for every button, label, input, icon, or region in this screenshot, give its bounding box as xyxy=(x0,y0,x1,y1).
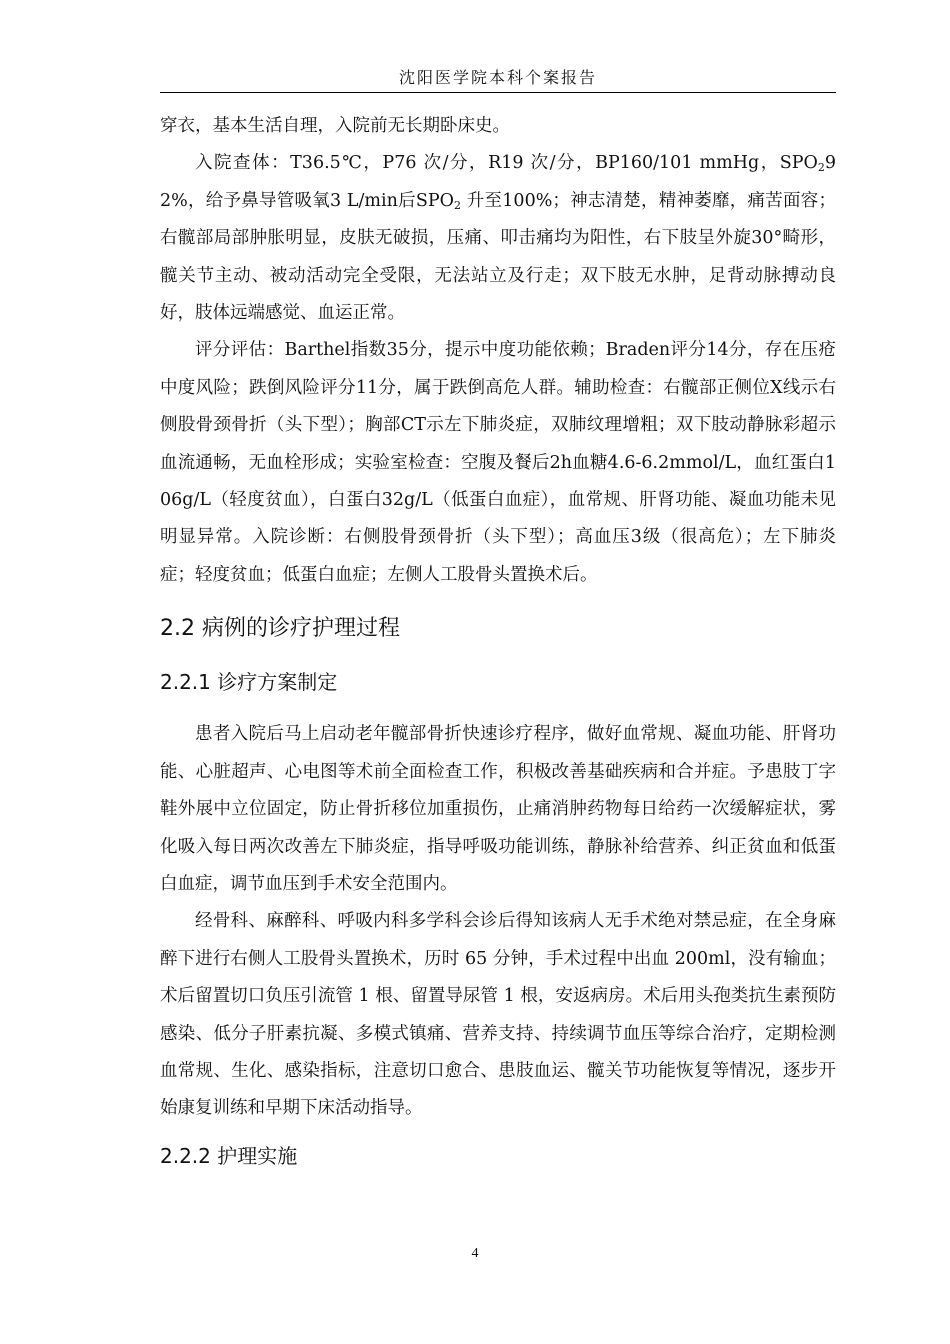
page-number: 4 xyxy=(471,1246,479,1261)
paragraph-1: 穿衣，基本生活自理，入院前无长期卧床史。 xyxy=(160,116,510,136)
document-body xyxy=(160,108,836,1190)
paragraph-assessment: 评分评估：Barthel指数35分，提示中度功能依赖；Braden评分14分，存在压疮中度风险；跌倒风险评分11分，属于跌倒高危人群。辅助检查：右髋部正侧位X线示右侧股骨颈骨折（头下型）；胸部CT示左下肺炎症，双肺纹理增粗；双下肢动静脉彩超示血流通畅，无血栓形成；实验室检查：空腹及餐后2h血糖4.6-6.2mmol/L，血红蛋白106g/L（轻度贫血），白蛋白32g/L（低蛋白血症），血常规、肝肾功能、凝血功能未见明显异常。入院诊断：右侧股骨颈骨折（头下型）；高血压3级（很高危）；左下肺炎症；轻度贫血；低蛋白血症；左侧人工股骨头置换术后。 xyxy=(160,340,836,585)
paragraph-surgery: 经骨科、麻醉科、呼吸内科多学科会诊后得知该病人无手术绝对禁忌症，在全身麻醉下进行右侧人工股骨头置换术，历时 65 分钟，手术过程中出血 200ml，没有输血；术后留置切口负压引流管 1 根、留置导尿管 1 根，安返病房。术后用头孢类抗生素预防感染、低分子肝素抗凝、多模式镇痛、营养支持、持续调节血压等综合治疗，定期检测血常规、生化、感染指标，注意切口愈合、患肢血运、髋关节功能恢复等情况，逐步开始康复训练和早期下床活动指导。 xyxy=(160,911,836,1119)
header-title: 沈阳医学院本科个案报告 xyxy=(398,68,597,87)
exam-text-c: 升至100%；神志清楚，精神萎靡，痛苦面容；右髋部局部肿胀明显，皮肤无破损，压痛、叩击痛均为阳性，右下肢呈外旋30°畸形，髋关节主动、被动活动完全受限，无法站立及行走；双下肢无水肿，足背动脉搏动良好，肢体远端感觉、血运正常。 xyxy=(160,190,836,324)
exam-text-b: 92%，给予鼻导管吸氧3 L/min后SPO xyxy=(160,153,836,211)
section-heading-2-2: 2.2 病例的诊疗护理过程 xyxy=(160,616,400,642)
paragraph-physical-exam xyxy=(160,145,836,332)
paragraph-treatment-plan: 患者入院后马上启动老年髋部骨折快速诊疗程序，做好血常规、凝血功能、肝肾功能、心脏超声、心电图等术前全面检查工作，积极改善基础疾病和合并症。予患肢丁字鞋外展中立位固定，防止骨折移位加重损伤，止痛消肿药物每日给药一次缓解症状，雾化吸入每日两次改善左下肺炎症，指导呼吸功能训练，静脉补给营养、纠正贫血和低蛋白血症，调节血压到手术安全范围内。 xyxy=(160,724,836,894)
section-heading-2-2-2: 2.2.2 护理实施 xyxy=(160,1143,298,1168)
spo2-subscript-1: 2 xyxy=(817,161,825,175)
page-header xyxy=(160,64,836,93)
exam-text-a: 入院查体：T36.5℃，P76 次/分，R19 次/分，BP160/101 mmHg，SPO xyxy=(195,153,818,174)
section-heading-2-2-1: 2.2.1 诊疗方案制定 xyxy=(160,670,338,695)
spo2-subscript-2: 2 xyxy=(454,198,461,212)
